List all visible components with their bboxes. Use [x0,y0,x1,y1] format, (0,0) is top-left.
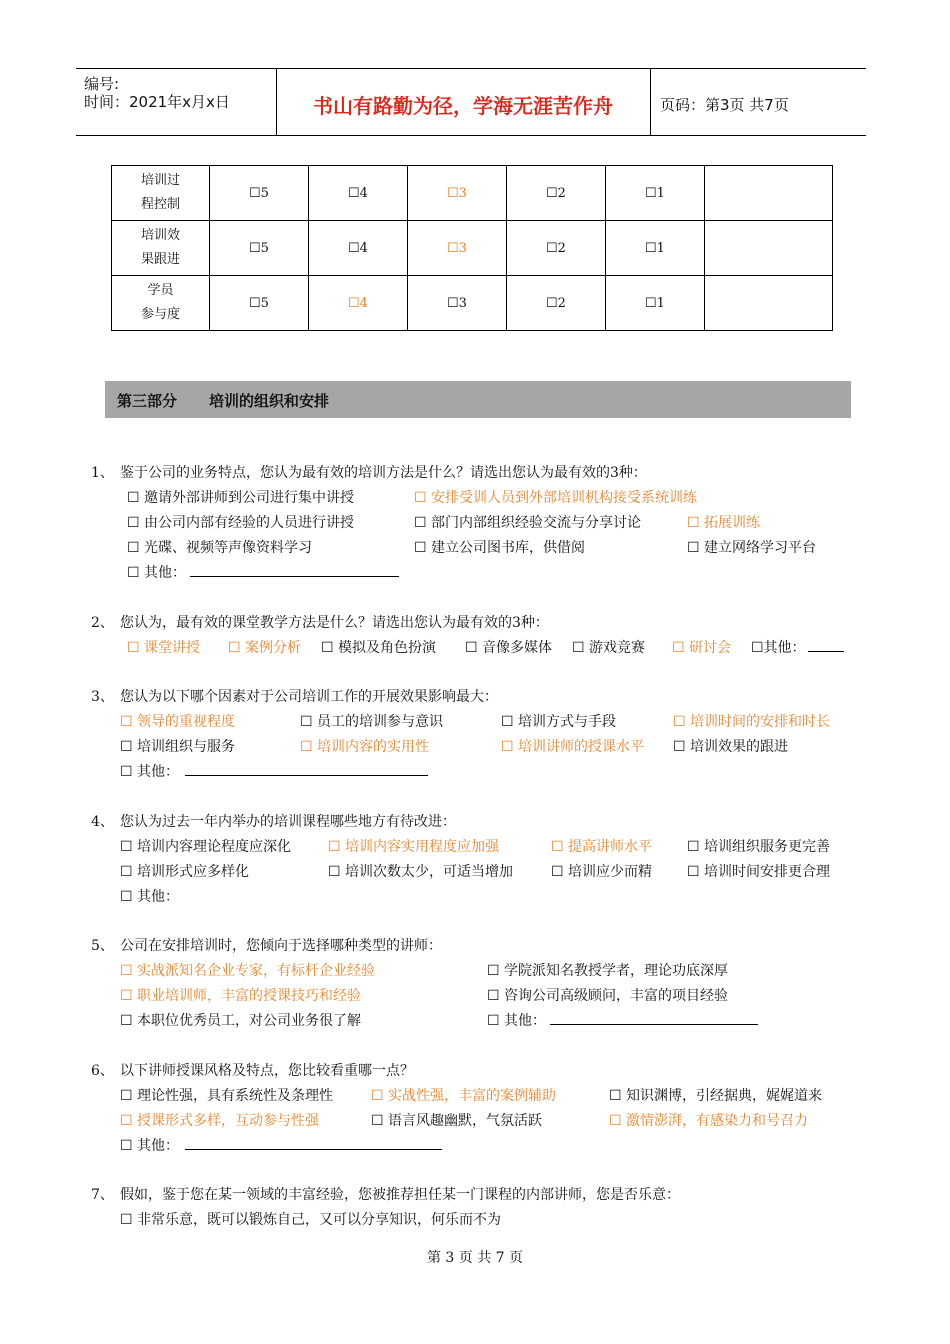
table-row [112,221,833,276]
section-part: 第三部分 [117,392,178,410]
checkbox-option-other[interactable]: ☐ 其他： [120,1138,180,1154]
checkbox-option[interactable]: ☐ 培训方式与手段 [501,714,617,730]
question-text: 您认为过去一年内举办的培训课程哪些地方有待改进： [120,814,456,830]
rating-option[interactable]: ☐1 [606,276,705,331]
checkbox-option-selected[interactable]: ☐ 实战性强，丰富的案例辅助 [371,1088,557,1104]
checkbox-option[interactable]: ☐ 培训应少而精 [551,864,653,880]
rating-table [111,165,833,331]
checkbox-option-selected[interactable]: ☐ 授课形式多样，互动参与性强 [120,1113,320,1129]
checkbox-option[interactable]: ☐ 音像多媒体 [465,640,553,656]
rating-option[interactable]: ☐3 [408,276,507,331]
section-title: 培训的组织和安排 [209,392,330,410]
checkbox-option[interactable]: ☐ 邀请外部讲师到公司进行集中讲授 [127,490,355,506]
checkbox-option[interactable]: ☐ 本职位优秀员工，对公司业务很了解 [120,1013,361,1029]
checkbox-option-selected[interactable]: ☐ 培训时间的安排和时长 [673,714,831,730]
row-label: 培训过 程控制 [112,166,210,221]
page-info: 页码：第3页 共7页 [660,96,789,114]
checkbox-option[interactable]: ☐ 咨询公司高级顾问，丰富的项目经验 [487,988,728,1004]
rating-option[interactable]: ☐2 [507,166,606,221]
rating-option[interactable]: ☐1 [606,166,705,221]
row-label: 培训效 果跟进 [112,221,210,276]
checkbox-option[interactable]: ☐ 建立公司图书库，供借阅 [414,540,586,556]
checkbox-option-selected[interactable]: ☐ 拓展训练 [687,515,761,531]
checkbox-option[interactable]: ☐ 知识渊博，引经据典，娓娓道来 [609,1088,823,1104]
rating-option[interactable]: ☐5 [210,276,309,331]
question-text: 公司在安排培训时，您倾向于选择哪种类型的讲师： [120,938,442,954]
checkbox-option[interactable]: ☐ 光碟、视频等声像资料学习 [127,540,313,556]
checkbox-option-other[interactable]: ☐ 其他： [120,764,180,780]
other-input-line[interactable] [185,775,428,776]
checkbox-option[interactable]: ☐ 模拟及角色扮演 [321,640,437,656]
checkbox-option[interactable]: ☐ 由公司内部有经验的人员进行讲授 [127,515,355,531]
question-text: 您认为，最有效的课堂教学方法是什么？请选出您认为最有效的3种： [120,615,549,631]
page-footer: 第 3 页 共 7 页 [426,1250,524,1266]
table-row [112,166,833,221]
row-label: 学员 参与度 [112,276,210,331]
question-text: 鉴于公司的业务特点，您认为最有效的培训方法是什么？请选出您认为最有效的3种： [120,465,647,481]
checkbox-option[interactable]: ☐ 非常乐意，既可以锻炼自己，又可以分享知识，何乐而不为 [120,1212,501,1228]
header-divider [650,68,651,135]
motto: 书山有路勤为径，学海无涯苦作舟 [313,94,613,118]
rating-option[interactable]: ☐1 [606,221,705,276]
time-label: 时间：2021年x月x日 [84,93,230,111]
rating-option-selected[interactable]: ☐3 [408,221,507,276]
question-number: 1、 [91,465,114,481]
checkbox-option[interactable]: ☐ 培训效果的跟进 [673,739,789,755]
comment-cell[interactable] [705,166,833,221]
checkbox-option[interactable]: ☐ 员工的培训参与意识 [300,714,444,730]
header-top-rule [76,68,866,69]
checkbox-option-selected[interactable]: ☐ 实战派知名企业专家，有标杆企业经验 [120,963,375,979]
checkbox-option[interactable]: ☐ 培训组织服务更完善 [687,839,831,855]
checkbox-option-selected[interactable]: ☐ 培训内容的实用性 [300,739,430,755]
rating-option[interactable]: ☐4 [309,221,408,276]
checkbox-option-selected[interactable]: ☐ 培训内容实用程度应加强 [328,839,500,855]
checkbox-option-selected[interactable]: ☐ 培训讲师的授课水平 [501,739,645,755]
checkbox-option[interactable]: ☐ 理论性强，具有系统性及条理性 [120,1088,334,1104]
checkbox-option-selected[interactable]: ☐ 安排受训人员到外部培训机构接受系统训练 [414,490,697,506]
checkbox-option-selected[interactable]: ☐ 提高讲师水平 [551,839,653,855]
checkbox-option-selected[interactable]: ☐ 研讨会 [672,640,732,656]
rating-option[interactable]: ☐5 [210,166,309,221]
checkbox-option-other[interactable]: ☐ 其他： [127,565,187,581]
question-text: 假如，鉴于您在某一领域的丰富经验，您被推荐担任某一门课程的内部讲师，您是否乐意： [120,1187,680,1203]
checkbox-option[interactable]: ☐ 游戏竞赛 [572,640,646,656]
other-input-line[interactable] [185,1149,442,1150]
number-label: 编号: [84,75,120,93]
section-header [105,381,851,418]
checkbox-option[interactable]: ☐ 培训形式应多样化 [120,864,250,880]
rating-option[interactable]: ☐5 [210,221,309,276]
rating-option-selected[interactable]: ☐4 [309,276,408,331]
question-number: 2、 [91,615,114,631]
checkbox-option-selected[interactable]: ☐ 激情澎湃，有感染力和号召力 [609,1113,809,1129]
rating-option[interactable]: ☐4 [309,166,408,221]
checkbox-option-other[interactable]: ☐其他： [751,640,806,656]
checkbox-option-selected[interactable]: ☐ 领导的重视程度 [120,714,236,730]
header-bottom-rule [76,135,866,136]
other-input-line[interactable] [550,1024,758,1025]
other-input-line[interactable] [808,651,844,652]
checkbox-option[interactable]: ☐ 培训组织与服务 [120,739,236,755]
other-input-line[interactable] [190,576,399,577]
comment-cell[interactable] [705,221,833,276]
checkbox-option[interactable]: ☐ 培训次数太少，可适当增加 [328,864,514,880]
question-number: 3、 [91,689,114,705]
table-row [112,276,833,331]
question-number: 5、 [91,938,114,954]
checkbox-option-selected[interactable]: ☐ 职业培训师，丰富的授课技巧和经验 [120,988,361,1004]
question-number: 6、 [91,1063,114,1079]
question-text: 您认为以下哪个因素对于公司培训工作的开展效果影响最大： [120,689,498,705]
question-number: 7、 [91,1187,114,1203]
checkbox-option[interactable]: ☐ 语言风趣幽默，气氛活跃 [371,1113,543,1129]
question-text: 以下讲师授课风格及特点，您比较看重哪一点？ [120,1063,414,1079]
checkbox-option[interactable]: ☐ 建立网络学习平台 [687,540,817,556]
checkbox-option[interactable]: ☐ 培训时间安排更合理 [687,864,831,880]
question-number: 4、 [91,814,114,830]
checkbox-option-selected[interactable]: ☐ 案例分析 [228,640,302,656]
checkbox-option[interactable]: ☐ 学院派知名教授学者，理论功底深厚 [487,963,728,979]
checkbox-option-other[interactable]: ☐ 其他： [120,889,180,905]
checkbox-option[interactable]: ☐ 部门内部组织经验交流与分享讨论 [414,515,642,531]
rating-option-selected[interactable]: ☐3 [408,166,507,221]
checkbox-option-selected[interactable]: ☐ 课堂讲授 [127,640,201,656]
checkbox-option[interactable]: ☐ 培训内容理论程度应深化 [120,839,292,855]
rating-option[interactable]: ☐2 [507,276,606,331]
checkbox-option-other[interactable]: ☐ 其他： [487,1013,547,1029]
rating-option[interactable]: ☐2 [507,221,606,276]
comment-cell[interactable] [705,276,833,331]
